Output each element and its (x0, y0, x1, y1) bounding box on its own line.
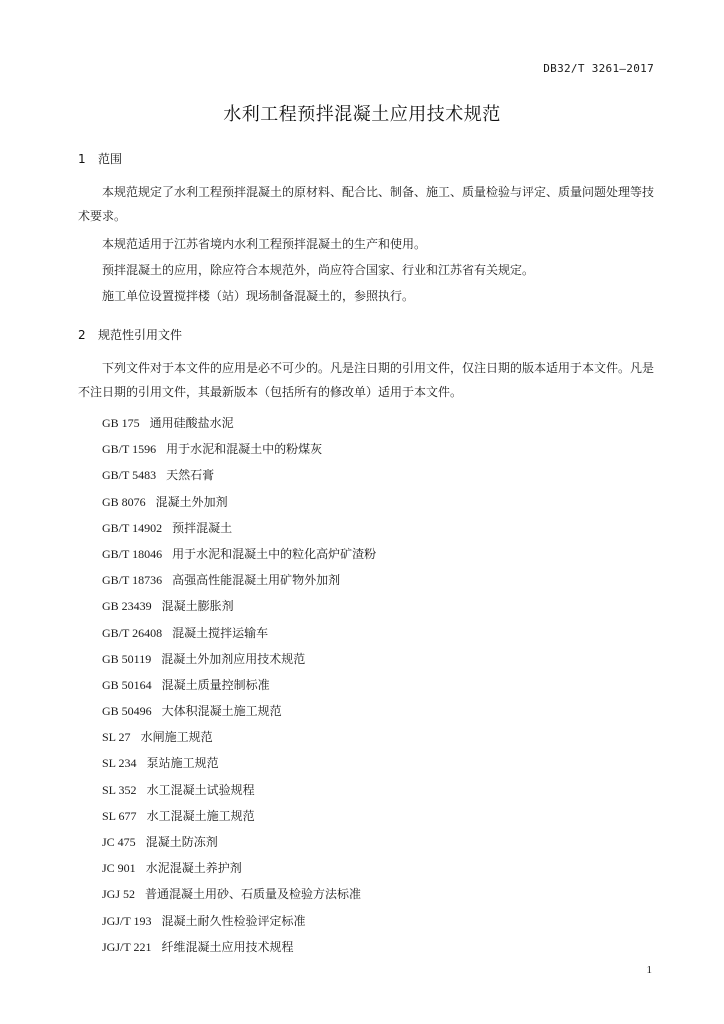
section-heading-scope (78, 150, 122, 167)
section-heading-normative-references (78, 326, 182, 343)
reference-title: 水工混凝土施工规范 (146, 808, 255, 823)
reference-title: 通用硅酸盐水泥 (149, 416, 234, 430)
reference-code: GB 175 (102, 416, 140, 430)
reference-title: 混凝土质量控制标准 (161, 677, 270, 692)
reference-title: 混凝土防冻剂 (145, 835, 218, 849)
page-number: 1 (646, 964, 652, 976)
reference-item (102, 777, 376, 803)
reference-title: 混凝土膨胀剂 (161, 599, 234, 614)
reference-code: GB/T 1596 (102, 442, 157, 457)
reference-item (102, 672, 376, 698)
reference-item (102, 646, 376, 672)
reference-code: GB 50496 (102, 704, 152, 719)
reference-code: JGJ 52 (102, 887, 136, 902)
reference-item (102, 436, 376, 462)
reference-item (102, 410, 376, 436)
reference-title: 天然石膏 (166, 468, 215, 483)
standard-code: DB32/T 3261—2017 (543, 62, 654, 75)
reference-code: GB 8076 (102, 494, 146, 509)
reference-code: JGJ/T 221 (102, 939, 152, 954)
reference-title: 混凝土搅拌运输车 (172, 625, 269, 640)
paragraph: 预拌混凝土的应用，除应符合本规范外，尚应符合国家、行业和江苏省有关规定。 (102, 263, 535, 277)
section-number: 1 (78, 152, 86, 166)
reference-title: 预拌混凝土 (172, 520, 233, 535)
reference-code: GB/T 26408 (102, 625, 163, 640)
reference-list (102, 410, 376, 960)
reference-code: GB/T 18736 (102, 573, 163, 588)
reference-item (102, 724, 376, 750)
paragraph: 下列文件对于本文件的应用是必不可少的。凡是注日期的引用文件，仅注日期的版本适用于本文件。凡是不注日期的引用文件，其最新版本（包括所有的修改单）适用于本文件。 (78, 361, 655, 399)
reference-code: GB 50164 (102, 677, 152, 692)
section-number: 2 (78, 328, 86, 342)
reference-item (102, 803, 376, 829)
reference-item (102, 462, 376, 488)
reference-item (102, 620, 376, 646)
reference-item (102, 541, 376, 567)
reference-title: 水工混凝土试验规程 (146, 782, 255, 797)
reference-item (102, 881, 376, 907)
reference-code: SL 352 (102, 782, 137, 797)
reference-title: 纤维混凝土应用技术规程 (161, 939, 294, 954)
reference-title: 泵站施工规范 (146, 756, 219, 771)
reference-title: 用于水泥和混凝土中的粉煤灰 (166, 442, 323, 457)
reference-title: 普通混凝土用砂、石质量及检验方法标准 (145, 887, 362, 902)
reference-item (102, 750, 376, 776)
reference-code: JGJ/T 193 (102, 913, 152, 928)
reference-code: SL 234 (102, 756, 137, 771)
reference-title: 用于水泥和混凝土中的粒化高炉矿渣粉 (172, 546, 377, 561)
reference-item (102, 515, 376, 541)
reference-code: GB 50119 (102, 651, 152, 666)
reference-code: GB 23439 (102, 599, 152, 614)
section-title: 规范性引用文件 (98, 328, 183, 342)
reference-code: GB/T 14902 (102, 520, 163, 535)
reference-code: GB/T 5483 (102, 468, 157, 483)
reference-item (102, 934, 376, 960)
paragraph: 施工单位设置搅拌楼（站）现场制备混凝土的，参照执行。 (102, 289, 415, 303)
reference-item (102, 698, 376, 724)
reference-code: JC 475 (102, 835, 136, 849)
reference-item (102, 908, 376, 934)
reference-title: 大体积混凝土施工规范 (161, 704, 282, 719)
reference-item (102, 489, 376, 515)
document-title: 水利工程预拌混凝土应用技术规范 (223, 104, 501, 125)
reference-code: GB/T 18046 (102, 546, 163, 561)
reference-title: 混凝土外加剂应用技术规范 (161, 651, 306, 666)
reference-code: JC 901 (102, 861, 136, 876)
reference-title: 高强高性能混凝土用矿物外加剂 (172, 573, 341, 588)
section-title: 范围 (98, 152, 123, 166)
reference-title: 混凝土外加剂 (155, 494, 228, 509)
reference-code: SL 677 (102, 808, 137, 823)
reference-item (102, 829, 376, 855)
reference-item (102, 593, 376, 619)
paragraph: 本规范适用于江苏省境内水利工程预拌混凝土的生产和使用。 (102, 237, 427, 251)
reference-item (102, 567, 376, 593)
reference-item (102, 855, 376, 881)
reference-title: 水闸施工规范 (140, 730, 213, 745)
reference-title: 水泥混凝土养护剂 (145, 861, 242, 876)
reference-title: 混凝土耐久性检验评定标准 (161, 913, 306, 928)
paragraph: 本规范规定了水利工程预拌混凝土的原材料、配合比、制备、施工、质量检验与评定、质量问题处理等技术要求。 (78, 185, 655, 223)
reference-code: SL 27 (102, 730, 131, 745)
